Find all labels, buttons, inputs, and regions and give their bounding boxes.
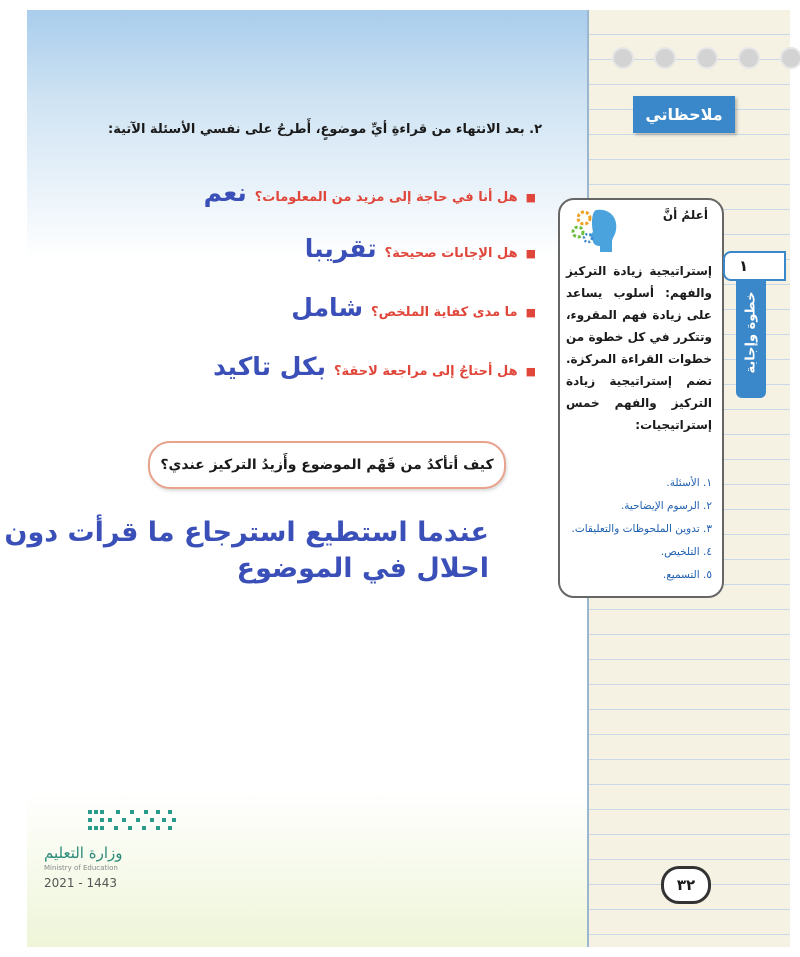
handwritten-answer: نعم	[203, 178, 247, 207]
list-item: ٥. التسميع.	[662, 569, 712, 581]
step-number-tab: ١	[723, 251, 786, 281]
question-text: هل أحتاجُ إلى مراجعة لاحقة؟	[333, 364, 518, 379]
question-row	[213, 352, 536, 381]
handwritten-answer: شامل	[291, 293, 364, 322]
question-text: هل أنا في حاجة إلى مزيد من المعلومات؟	[254, 190, 518, 205]
list-item: ٢. الرسوم الإيضاحية.	[620, 500, 712, 512]
bullet-icon: ■	[525, 365, 536, 378]
sidebox-title: أعلمُ أنَّ	[662, 208, 708, 222]
binder-hole	[654, 47, 676, 69]
question-text: ما مدى كفاية الملخص؟	[371, 305, 518, 320]
callout-text: كيف أتأكدُ من فَهْم الموضوع وأَزيدُ التركيز عندي؟	[160, 457, 494, 473]
info-sidebox	[558, 198, 724, 598]
bullet-icon: ■	[525, 247, 536, 260]
binder-hole	[780, 47, 800, 69]
binder-holes	[612, 47, 800, 69]
question-row	[291, 293, 536, 322]
binder-hole	[696, 47, 718, 69]
written-answer-line: احلال في الموضوع	[236, 553, 489, 584]
binder-hole	[612, 47, 634, 69]
edition-year: 2021 - 1443	[44, 876, 118, 890]
bullet-icon: ■	[525, 191, 536, 204]
head-gears-icon	[566, 204, 622, 256]
ministry-name-arabic: وزارة التعليم	[44, 844, 123, 862]
question-text: هل الإجابات صحيحة؟	[384, 246, 518, 261]
question-row	[305, 234, 536, 263]
reflection-callout	[148, 441, 506, 489]
notes-tab: ملاحظاتي	[633, 96, 735, 133]
written-answer-line: عندما استطيع استرجاع ما قرأت دون	[4, 517, 489, 548]
sidebox-body: إستراتيجية زيادة التركيز والفهم: أسلوب يساعد على زيادة فهم المقروء، وتتكرر في كل خطوة من خطوات القراءة المركزة. تضم إستراتيجية زيادة التركيز والفهم خمس إستراتيجيات:	[566, 264, 712, 432]
handwritten-answer: بكل تاكيد	[213, 352, 326, 381]
written-answer	[4, 515, 489, 587]
list-item: ٤. التلخيص.	[660, 546, 712, 558]
page-number: ٣٢	[661, 866, 711, 904]
ministry-dots-icon	[86, 808, 178, 838]
step-label: خطوة وإجابة	[743, 291, 759, 374]
step-label-tab	[736, 281, 766, 398]
handwritten-answer: تقريبا	[304, 234, 377, 263]
binder-hole	[738, 47, 760, 69]
strategy-list	[571, 472, 712, 587]
bullet-icon: ■	[525, 306, 536, 319]
page-top-edge	[0, 0, 800, 10]
list-item: ١. الأسئلة.	[666, 477, 712, 489]
ministry-name-english: Ministry of Education	[44, 864, 118, 872]
question-row	[204, 178, 536, 207]
question-intro: ٢. بعد الانتهاء من قراءةِ أيِّ موضوعٍ، أَطرحُ على نفسي الأسئلة الآتية:	[108, 122, 542, 137]
list-item: ٣. تدوين الملحوظات والتعليقات.	[571, 523, 712, 535]
